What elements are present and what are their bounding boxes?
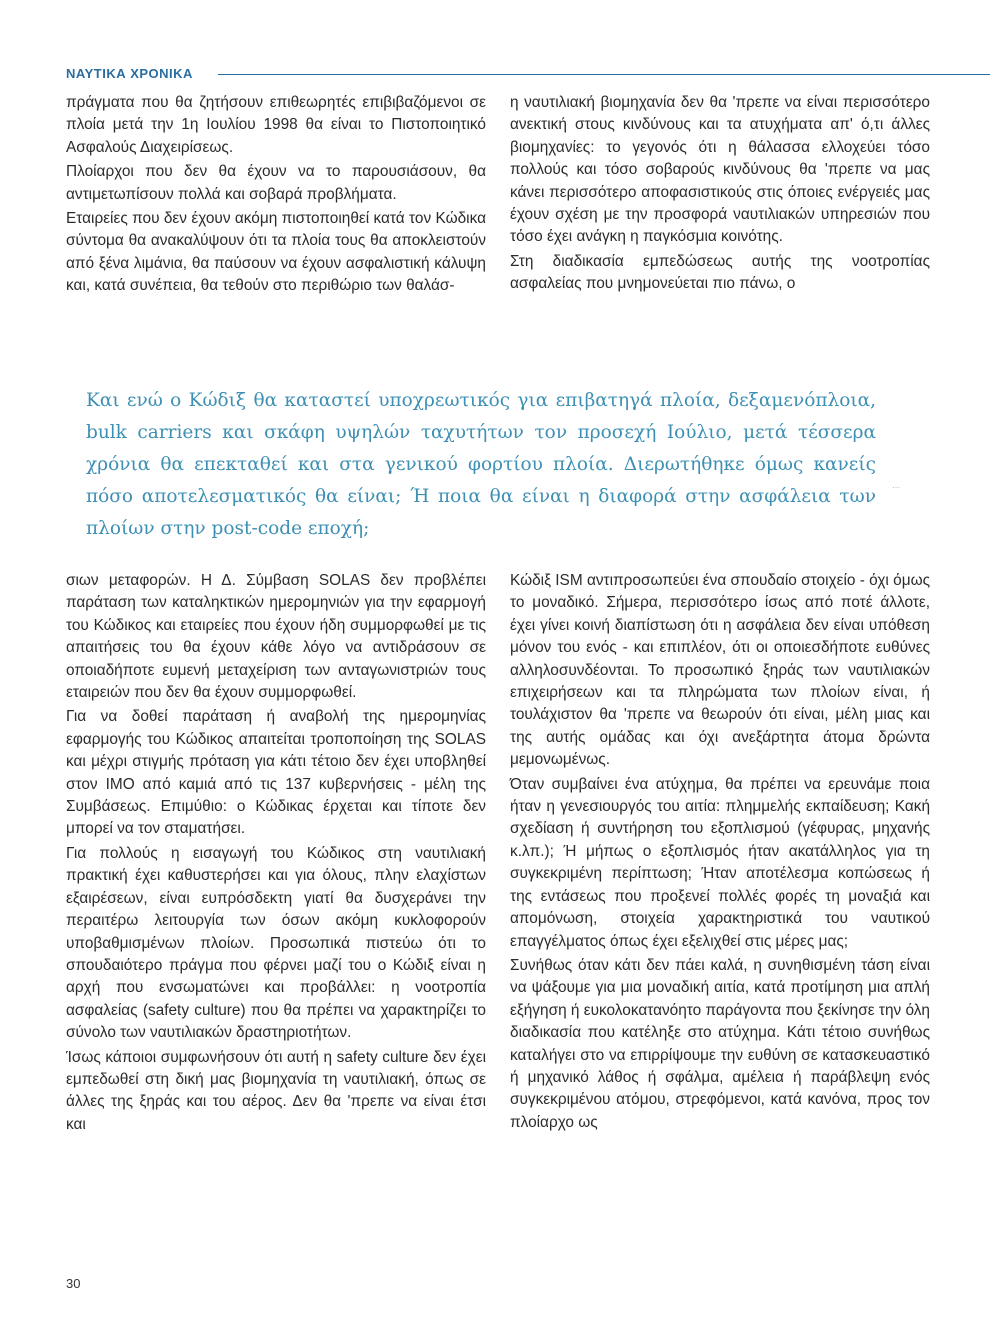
paragraph: Πλοίαρχοι που δεν θα έχουν να το παρουσιάσουν, θα αντιμετωπίσουν πολλά και σοβαρά προβλήματα. <box>66 163 486 203</box>
paragraph: η ναυτιλιακή βιομηχανία δεν θα 'πρεπε να είναι περισσότερο ανεκτική στους κινδύνους και τα ατυχήματα απ' ό,τι άλλες βιομηχανίες: το γεγονός ότι η θάλασσα ελλοχεύει τόσο πολλούς και τόσο σοβαρούς κινδύνους θα 'πρεπε να μας κάνει περισσότερο αποφασιστικούς στις όποιες ενέργειές μας έχουν σχέση με την προσφορά ναυτιλιακών υπηρεσιών που τόσο έχει ανάγκη η παγκόσμια κοινότης. <box>510 94 930 246</box>
paragraph: πράγματα που θα ζητήσουν επιθεωρητές επιβιβαζόμενοι σε πλοία μετά την 1η Ιουλίου 1998 θα είναι το Πιστοποιητικό Ασφαλούς Διαχειρίσεως. <box>66 94 486 156</box>
page-number: 30 <box>66 1276 81 1291</box>
paragraph: Συνήθως όταν κάτι δεν πάει καλά, η συνηθισμένη τάση είναι να ψάξουμε για μια μοναδική αιτία, κατά προτίμηση μια απλή εξήγηση ή ευκολοκατανόητο παράγοντα που ξεκίνησε την όλη διαδικασία που κατέληξε στο ατύχημα. Κάτι τέτοιο συνήθως καταλήγει στο να επιρρίψουμε την ευθύνη σε κατασκευαστικό ή μηχανικό λάθος ή σφάλμα, αμέλεια ή παράβλεψη ενός συγκεκριμένου ατόμου, στρεφόμενοι, κατά κανόνα, προς τον πλοίαρχο ως <box>510 956 930 1131</box>
paragraph: Για να δοθεί παράταση ή αναβολή της ημερομηνίας εφαρμογής του Κώδικος απαιτείται τροποποίηση της SOLAS και μέχρι στιγμής πρόταση για κάτι τέτοιο δεν έχει υποβληθεί στον ΙΜΟ από καμιά από τις 137 κυβερνήσεις - μέλη της Συμβάσεως. Επιμύθιο: ο Κώδικας έρχεται και τίποτε δεν μπορεί να τον σταματήσει. <box>66 708 486 838</box>
paragraph: Στη διαδικασία εμπεδώσεως αυτής της νοοτροπίας ασφαλείας που μνημονεύεται πιο πάνω, ο <box>510 252 930 293</box>
column-bottom-right <box>510 570 930 1134</box>
pull-quote: Και ενώ ο Κώδιξ θα καταστεί υποχρεωτικός για επιβατηγά πλοία, δεξαμενόπλοια, bulk carriers και σκάφη υψηλών ταχυτήτων τον προσεχή Ιούλιο, μετά τέσσερα χρόνια θα επεκταθεί και στα γενικού φορτίου πλοία. Διερωτήθηκε όμως κανείς πόσο αποτελεσματικός θα είναι; Ή ποια θα είναι η διαφορά στην ασφάλεια των πλοίων στην post-code εποχή; <box>86 390 876 539</box>
paragraph: Ίσως κάποιοι συμφωνήσουν ότι αυτή η safety culture δεν έχει εμπεδωθεί στη δική μας βιομηχανία τη ναυτιλιακή, όπως σε άλλες της ξηράς και του αέρος. Δεν θα 'πρεπε να είναι έτσι και <box>66 1048 486 1133</box>
header-rule <box>218 74 990 75</box>
column-top-right <box>510 92 930 296</box>
paragraph: Εταιρείες που δεν έχουν ακόμη πιστοποιηθεί κατά τον Κώδικα σύντομα θα ανακαλύψουν ότι τα πλοία τους θα αποκλειστούν από ξένα λιμάνια, θα παύσουν να έχουν ασφαλιστική κάλυψη και, κατά συνέπεια, θα τεθούν στο περιθώριο των θαλάσ- <box>66 210 486 295</box>
column-top-left <box>66 92 486 298</box>
paragraph: σιων μεταφορών. Η Δ. Σύμβαση SOLAS δεν προβλέπει παράταση των καταληκτικών ημερομηνιών για την εφαρμογή του Κώδικος και εταιρείες που έχουν ήδη συμμορφωθεί με τις απαιτήσεις του θα έχουν κάθε λόγο να αντιδράσουν σε οποιαδήποτε ευμενή μεταχείριση των ανταγωνιστριών τους εταιρειών που δεν θα έχουν συμμορφωθεί. <box>66 572 486 702</box>
paragraph: Όταν συμβαίνει ένα ατύχημα, θα πρέπει να ερευνάμε ποια ήταν η γενεσιουργός του αιτία: πλημμελής εκπαίδευση; Κακή σχεδίαση ή συντήρηση του εξοπλισμού (γέφυρας, μηχανής κ.λπ.); Ή μήπως ο εξοπλισμός ήταν ακατάλληλος για τη συγκεκριμένη περίπτωση; Ήταν αποτέλεσμα κοπώσεως ή της εντάσεως που προξενεί πολλές φορές τη μοναξιά και απομόνωση, στοιχεία χαρακτηριστικά του ναυτικού επαγγέλματος όπως έχει εξελιχθεί στις μέρες μας; <box>510 775 930 950</box>
paragraph: Για πολλούς η εισαγωγή του Κώδικος στη ναυτιλιακή πρακτική έχει καθυστερήσει και για όλους, πλην ελαχίστων εξαιρέσεων, είναι ευπρόσδεκτη γιατί θα δυσχεράνει την περαιτέρω λειτουργία των όσων ακόμη κυκλοφορούν υποβαθμισμένων πλοίων. Προσωπικά πιστεύω ότι το σπουδαιότερο πράγμα που φέρνει μαζί του ο Κώδιξ είναι η αρχή που ενσωματώνει και προβάλλει: η νοοτροπία ασφαλείας (safety culture) που θα πρέπει να χαρακτηρίζει το σύνολο των ναυτιλιακών δραστηριοτήτων. <box>66 844 486 1042</box>
column-bottom-left <box>66 570 486 1136</box>
pull-quote-mark: ... <box>892 480 901 491</box>
magazine-title: ΝΑΥΤΙΚΑ ΧΡΟΝΙΚΑ <box>66 66 193 81</box>
paragraph: Κώδιξ ISM αντιπροσωπεύει ένα σπουδαίο στοιχείο - όχι όμως το μοναδικό. Σήμερα, περισσότερο ίσως από ποτέ άλλοτε, έχει γίνει κοινή διαπίστωση ότι η ασφάλεια δεν είναι υπόθεση μόνον του ενός - και επιπλέον, ότι οι οποιεσδήποτε ευθύνες αλληλοσυνδέονται. Το προσωπικό ξηράς των ναυτιλιακών επιχειρήσεων και τα πληρώματα των πλοίων είναι, ή τουλάχιστον θα 'πρεπε να θεωρούν ότι είναι, μέλη μιας και της αυτής ομάδας και όχι ανεξάρτητα άτομα δρώντα μεμονωμένως. <box>510 572 930 769</box>
running-header <box>66 64 990 84</box>
